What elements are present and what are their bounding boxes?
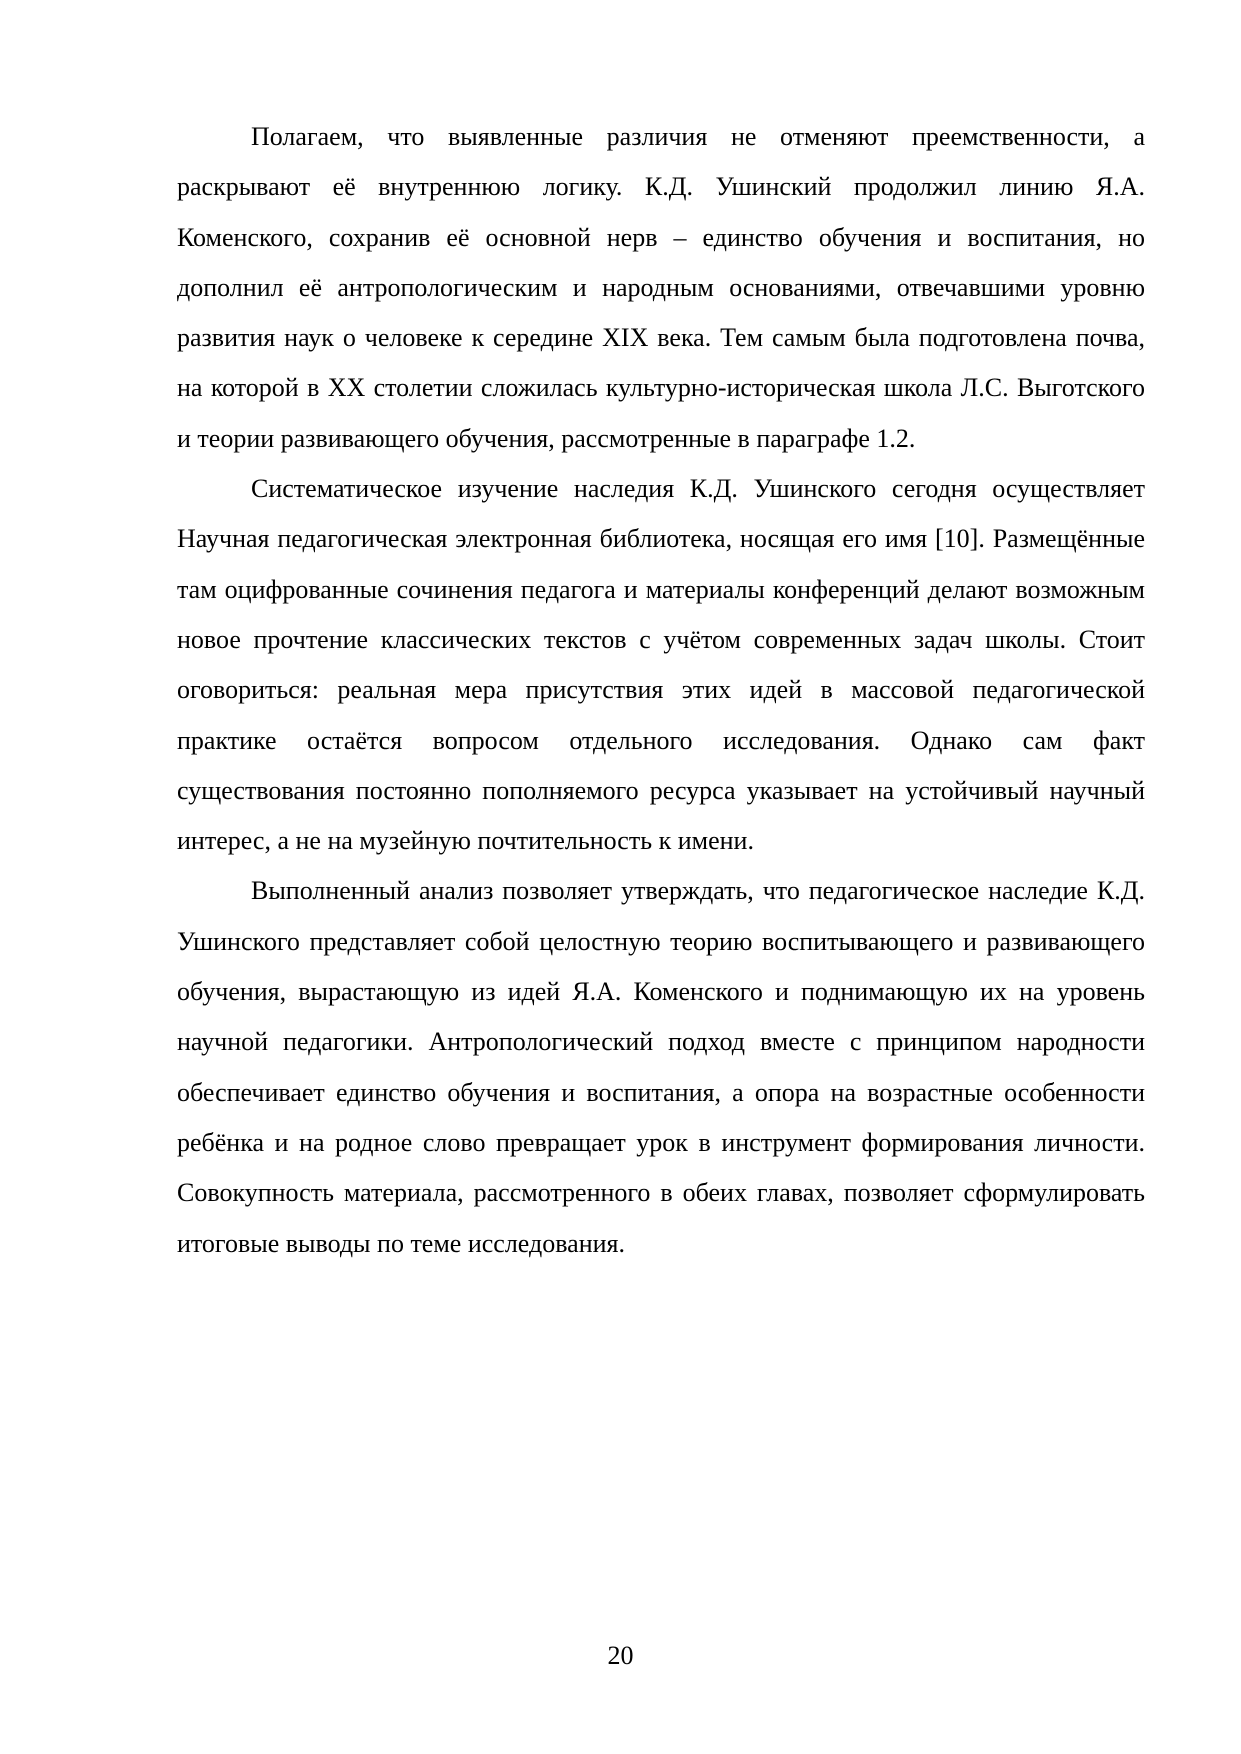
body-text xyxy=(177,112,1145,1269)
paragraph-continuity: Полагаем, что выявленные различия не отменяют преемственности, а раскрывают её внутреннюю логику. К.Д. Ушинский продолжил линию Я.А. Коменского, сохранив её основной нерв – единство обучения и воспитания, но дополнил её антропологическим и народным основаниями, отвечавшими уровню развития наук о человеке к середине XIX века. Тем самым была подготовлена почва, на которой в XX столетии сложилась культурно-историческая школа Л.С. Выготского и теории развивающего обучения, рассмотренные в параграфе 1.2. xyxy=(177,122,1145,453)
paragraph-digital-library: Систематическое изучение наследия К.Д. Ушинского сегодня осуществляет Научная педагогическая электронная библиотека, носящая его имя [10]. Размещённые там оцифрованные сочинения педагога и материалы конференций делают возможным новое прочтение классических текстов с учётом современных задач школы. Стоит оговориться: реальная мера присутствия этих идей в массовой педагогической практике остаётся вопросом отдельного исследования. Однако сам факт существования постоянно пополняемого ресурса указывает на устойчивый научный интерес, а не на музейную почтительность к имени. xyxy=(177,474,1145,856)
paragraph-conclusion: Выполненный анализ позволяет утверждать, что педагогическое наследие К.Д. Ушинского представляет собой целостную теорию воспитывающего и развивающего обучения, вырастающую из идей Я.А. Коменского и поднимающую их на уровень научной педагогики. Антропологический подход вместе с принципом народности обеспечивает единство обучения и воспитания, а опора на возрастные особенности ребёнка и на родное слово превращает урок в инструмент формирования личности. Совокупность материала, рассмотренного в обеих главах, позволяет сформулировать итоговые выводы по теме исследования. xyxy=(177,876,1145,1258)
page-number: 20 xyxy=(607,1641,634,1670)
